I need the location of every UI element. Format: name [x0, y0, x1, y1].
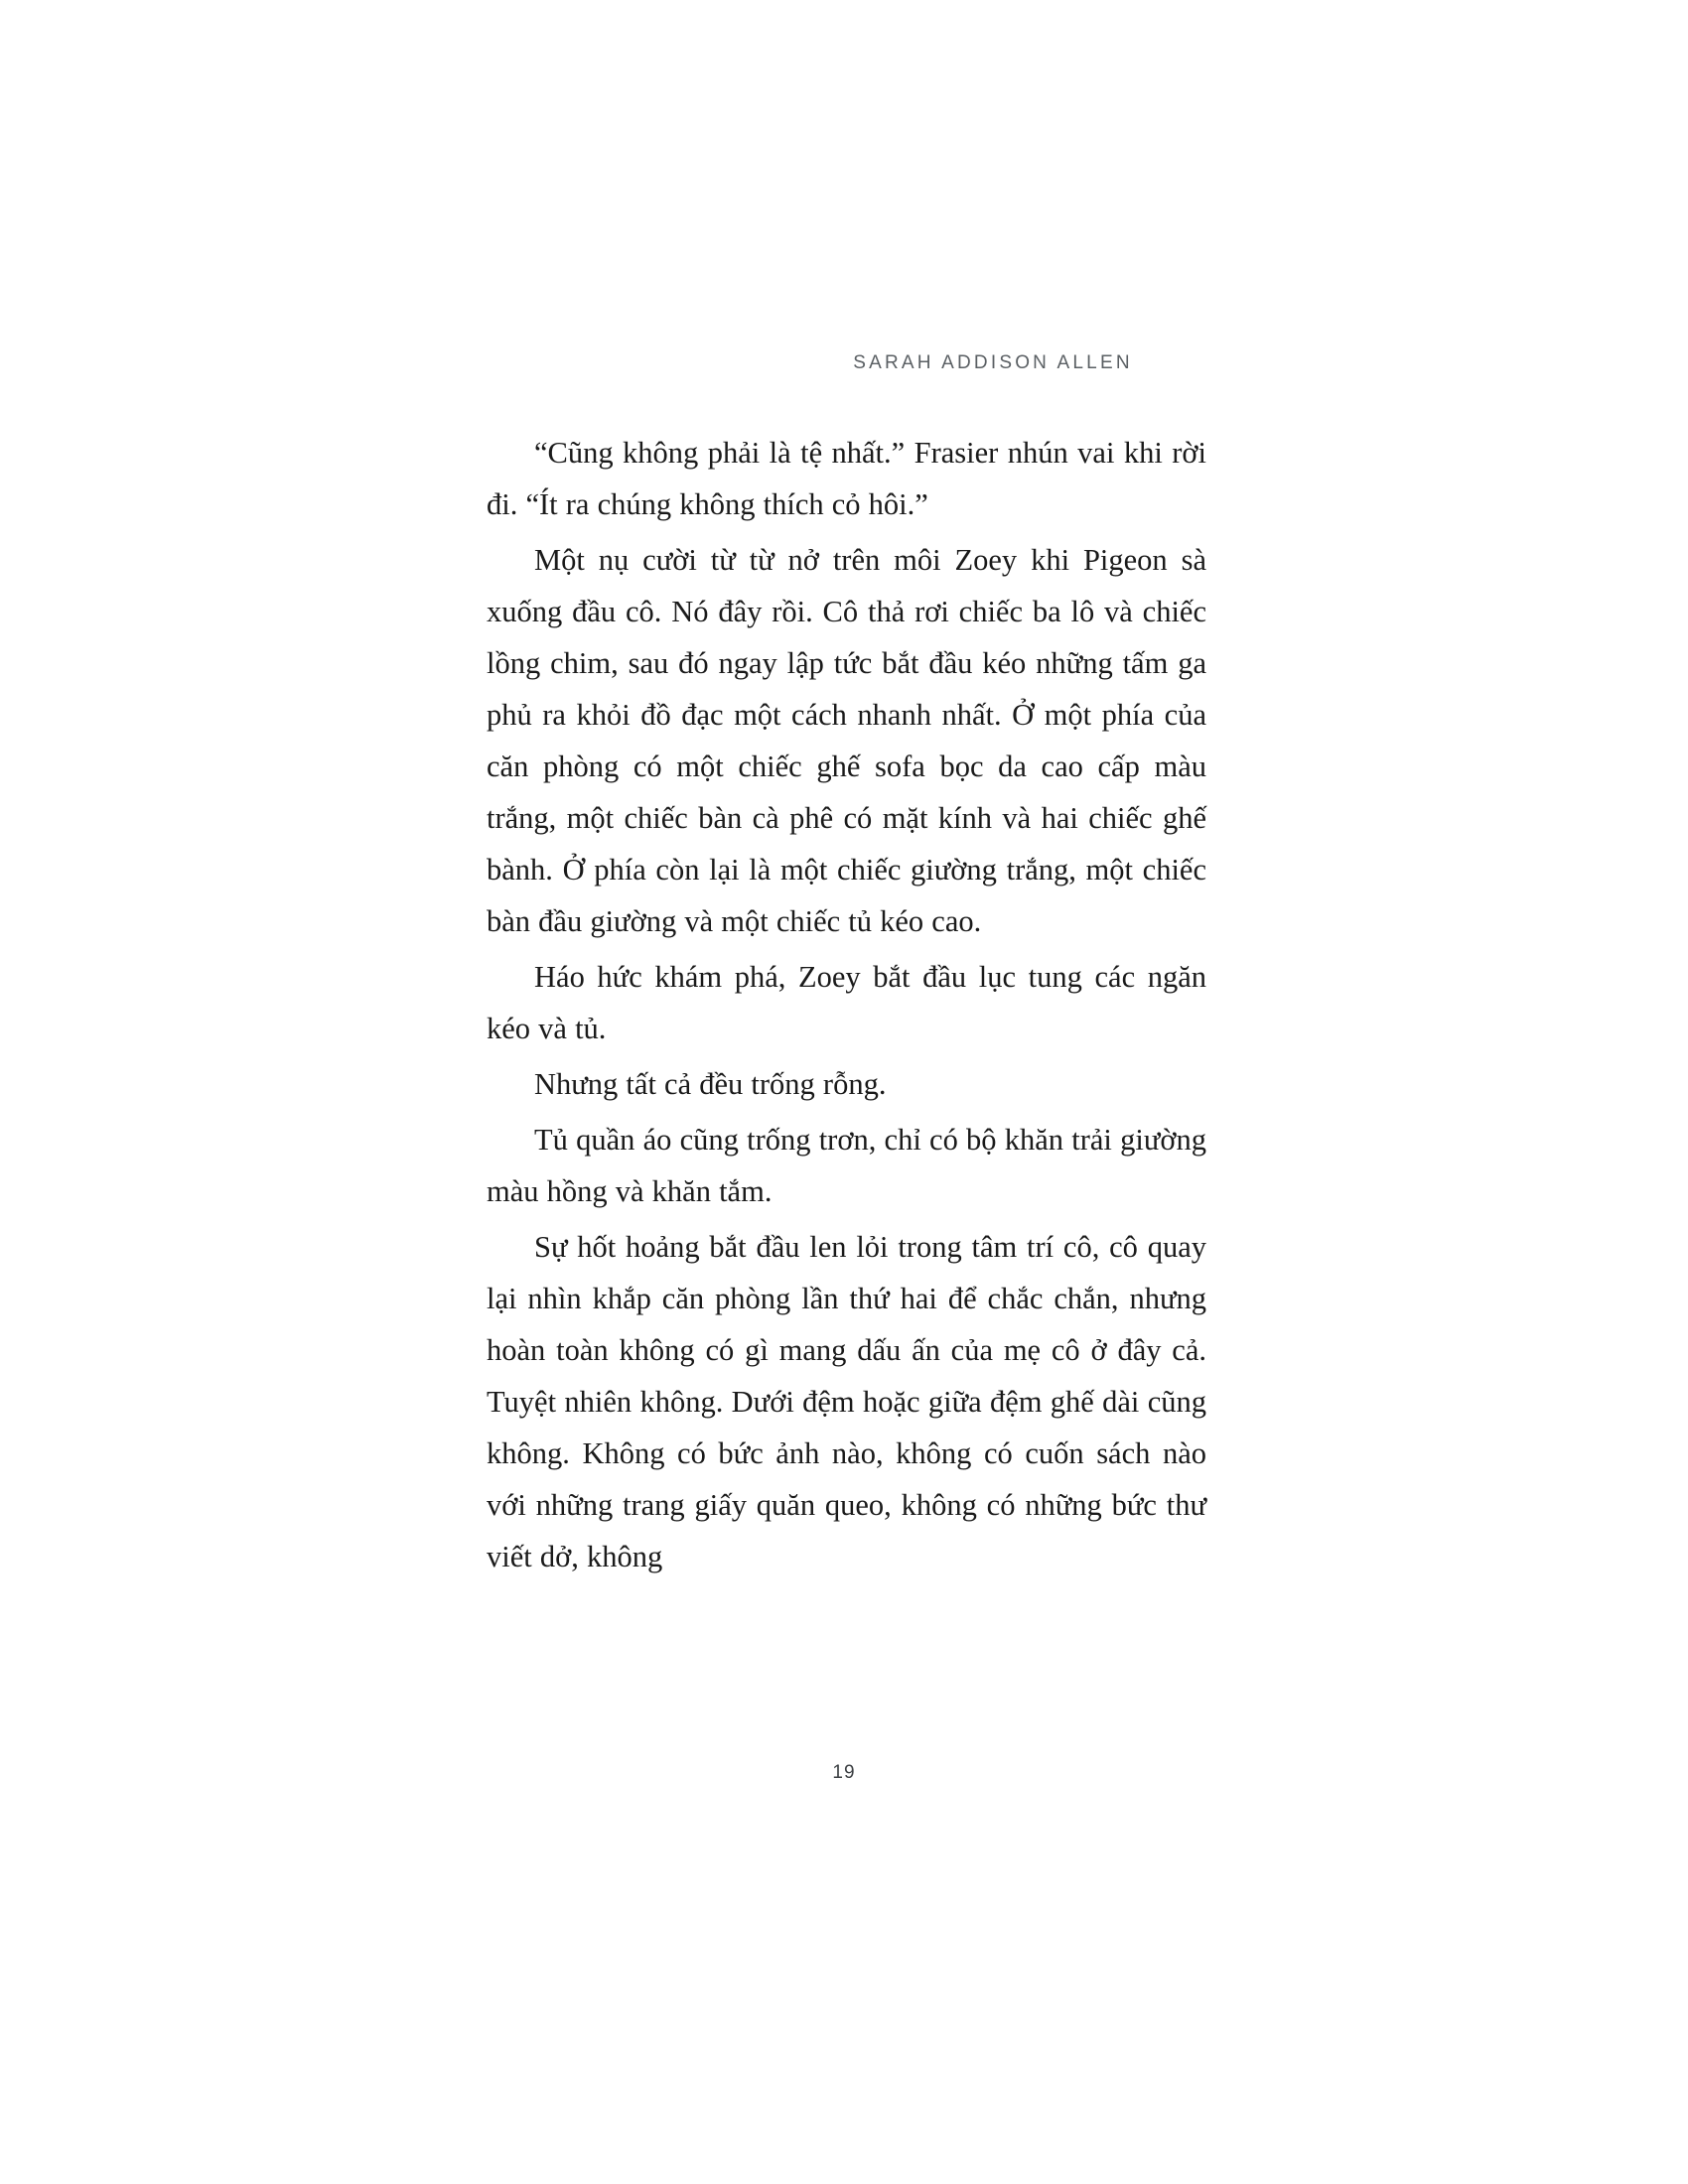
page-number: 19 — [832, 1762, 856, 1783]
paragraph: Tủ quần áo cũng trống trơn, chỉ có bộ khăn trải giường màu hồng và khăn tắm. — [487, 1123, 1206, 1208]
running-head: SARAH ADDISON ALLEN — [853, 352, 1133, 373]
body-text — [487, 427, 1206, 1586]
paragraph: Sự hốt hoảng bắt đầu len lỏi trong tâm trí cô, cô quay lại nhìn khắp căn phòng lần thứ hai để chắc chắn, nhưng hoàn toàn không có gì mang dấu ấn của mẹ cô ở đây cả. Tuyệt nhiên không. Dưới đệm hoặc giữa đệm ghế dài cũng không. Không có bức ảnh nào, không có cuốn sách nào với những trang giấy quăn queo, không có những bức thư viết dở, không — [487, 1230, 1206, 1573]
paragraph: Nhưng tất cả đều trống rỗng. — [534, 1067, 887, 1101]
paragraph: Háo hức khám phá, Zoey bắt đầu lục tung các ngăn kéo và tủ. — [487, 960, 1206, 1045]
paragraph: “Cũng không phải là tệ nhất.” Frasier nhún vai khi rời đi. “Ít ra chúng không thích cỏ hôi.” — [487, 436, 1206, 521]
paragraph: Một nụ cười từ từ nở trên môi Zoey khi Pigeon sà xuống đầu cô. Nó đây rồi. Cô thả rơi chiếc ba lô và chiếc lồng chim, sau đó ngay lập tức bắt đầu kéo những tấm ga phủ ra khỏi đồ đạc một cách nhanh nhất. Ở một phía của căn phòng có một chiếc ghế sofa bọc da cao cấp màu trắng, một chiếc bàn cà phê có mặt kính và hai chiếc ghế bành. Ở phía còn lại là một chiếc giường trắng, một chiếc bàn đầu giường và một chiếc tủ kéo cao. — [487, 543, 1206, 938]
